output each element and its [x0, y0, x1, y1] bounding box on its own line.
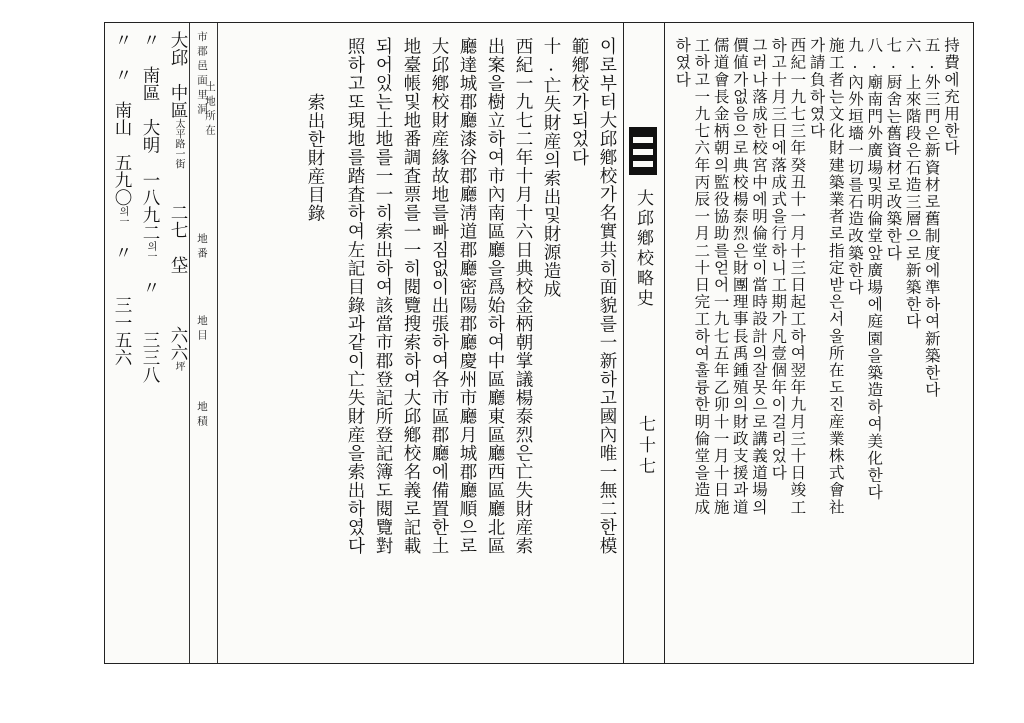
table-row — [109, 31, 135, 366]
cell-area: 三三八 — [140, 331, 160, 384]
cell-area-unit: 坪 — [173, 361, 184, 371]
text-line: 되어있는土地를一一히索出하여該當市郡登記所登記簿도閱覽對 — [373, 37, 393, 555]
text-line: 西紀一九七三年癸丑十一月十三日起工하여翌年九月三十日竣工 — [788, 37, 807, 516]
cell-district: 中區 — [168, 83, 188, 119]
cell-category: 垈 — [168, 256, 188, 274]
text-line: 九.內外垣墻一切를石造改築한다 — [846, 37, 864, 296]
cell-lot: 二七 — [168, 203, 188, 239]
text-line: 하고十月三日에落成式을行하니工期가凡壹個年이걸리었다 — [769, 37, 788, 482]
text-line: 儒道會長金柄朝의監役協助를얻어一九七五年乙卯十一月十日施 — [711, 37, 730, 516]
text-line: 西紀一九七二年十月十六日典校金柄朝掌議楊泰烈은亡失財産索 — [513, 37, 533, 555]
text-line: 範鄕校가되었다 — [569, 37, 589, 167]
text-line: 七.厨舍는舊資材로改築한다 — [884, 37, 903, 262]
table-caption: 索出한財産目錄 — [305, 93, 325, 223]
cell-area: 三一五六 — [112, 296, 132, 366]
cell-dong: 南山 — [112, 101, 132, 136]
text-line: 그러나落成한校宮中에明倫堂이當時設計의잘못으로講義道場의 — [750, 37, 768, 516]
table-header-location: 土地所在 — [204, 81, 216, 139]
book-spread — [104, 22, 974, 664]
table-row — [137, 31, 163, 384]
text-line: 廳達城郡廳漆谷郡廳淸道郡廳密陽郡廳慶州市廳月城郡廳順으로 — [457, 37, 477, 555]
text-line: 工하고一九七六年丙辰一月二十日完工하여훌륭한明倫堂을造成 — [692, 37, 711, 516]
table-row — [165, 31, 191, 371]
table-header-location-sub: 市郡邑面里洞 — [196, 31, 208, 118]
text-line: 持費에充用한다 — [942, 37, 960, 157]
text-line: 이로부터大邱鄕校가名實共히面貌를一新하고國內唯一無二한模 — [597, 37, 617, 555]
text-line: 地臺帳및地番調査票를一一히閱覽搜索하여大邱鄕校名義로記載 — [401, 37, 421, 555]
cell-city: 〃 — [140, 31, 160, 49]
text-line: 하였다 — [673, 37, 692, 89]
cell-area: 六六 — [168, 326, 188, 361]
text-line: 五.外三門은新資材로舊制度에準하여新築한다 — [922, 37, 941, 399]
ornament-icon — [629, 127, 657, 175]
table-header-lot: 地番 — [196, 233, 208, 262]
cell-district: 〃 — [112, 66, 132, 84]
text-line: 八.廟南門外廣場및明倫堂앞廣場에庭園을築造하여美化한다 — [865, 37, 884, 502]
cell-city: 大邱 — [168, 31, 188, 66]
cell-lot: 一八九二 — [140, 171, 160, 241]
section-heading: 十.亡失財産의索出및財源造成 — [541, 37, 561, 299]
table-header-category: 地目 — [196, 315, 208, 344]
table-header-area: 地積 — [196, 401, 208, 430]
cell-lot-suffix: 의一 — [145, 241, 156, 261]
text-line: 施工者는文化財建築業者로指定받은서울所在도진産業株式會社 — [826, 37, 845, 516]
page-gutter-band — [623, 23, 665, 663]
cell-district: 南區 — [140, 66, 160, 101]
text-line: 가請負하였다 — [807, 37, 826, 140]
text-line: 出案을樹立하여市內南區廳을爲始하여中區廳東區廳西區廳北區 — [485, 37, 505, 555]
cell-category: 〃 — [140, 278, 160, 296]
text-line: 六.上來階段은石造三層으로新築한다 — [903, 37, 922, 331]
text-line: 照하고또現地를踏査하여左記目錄과같이亡失財産을索出하였다 — [345, 37, 365, 555]
cell-category: 〃 — [112, 243, 132, 261]
cell-city: 〃 — [112, 31, 132, 49]
cell-dong: 大明 — [140, 118, 160, 154]
cell-lot-suffix: 의一 — [117, 206, 128, 226]
running-title: 大邱鄕校略史 — [633, 189, 653, 309]
page-number: 七十七 — [635, 415, 655, 478]
cell-lot: 五九〇 — [112, 153, 132, 206]
cell-dong: 太平路一街 — [173, 118, 184, 169]
text-line: 價値가없음으로典校楊泰烈은財團理事長禹鍾殖의財政支援과道 — [730, 37, 749, 516]
text-line: 大邱鄕校財産緣故地를빠짐없이出張하여各市區郡廳에備置한土 — [429, 37, 449, 555]
